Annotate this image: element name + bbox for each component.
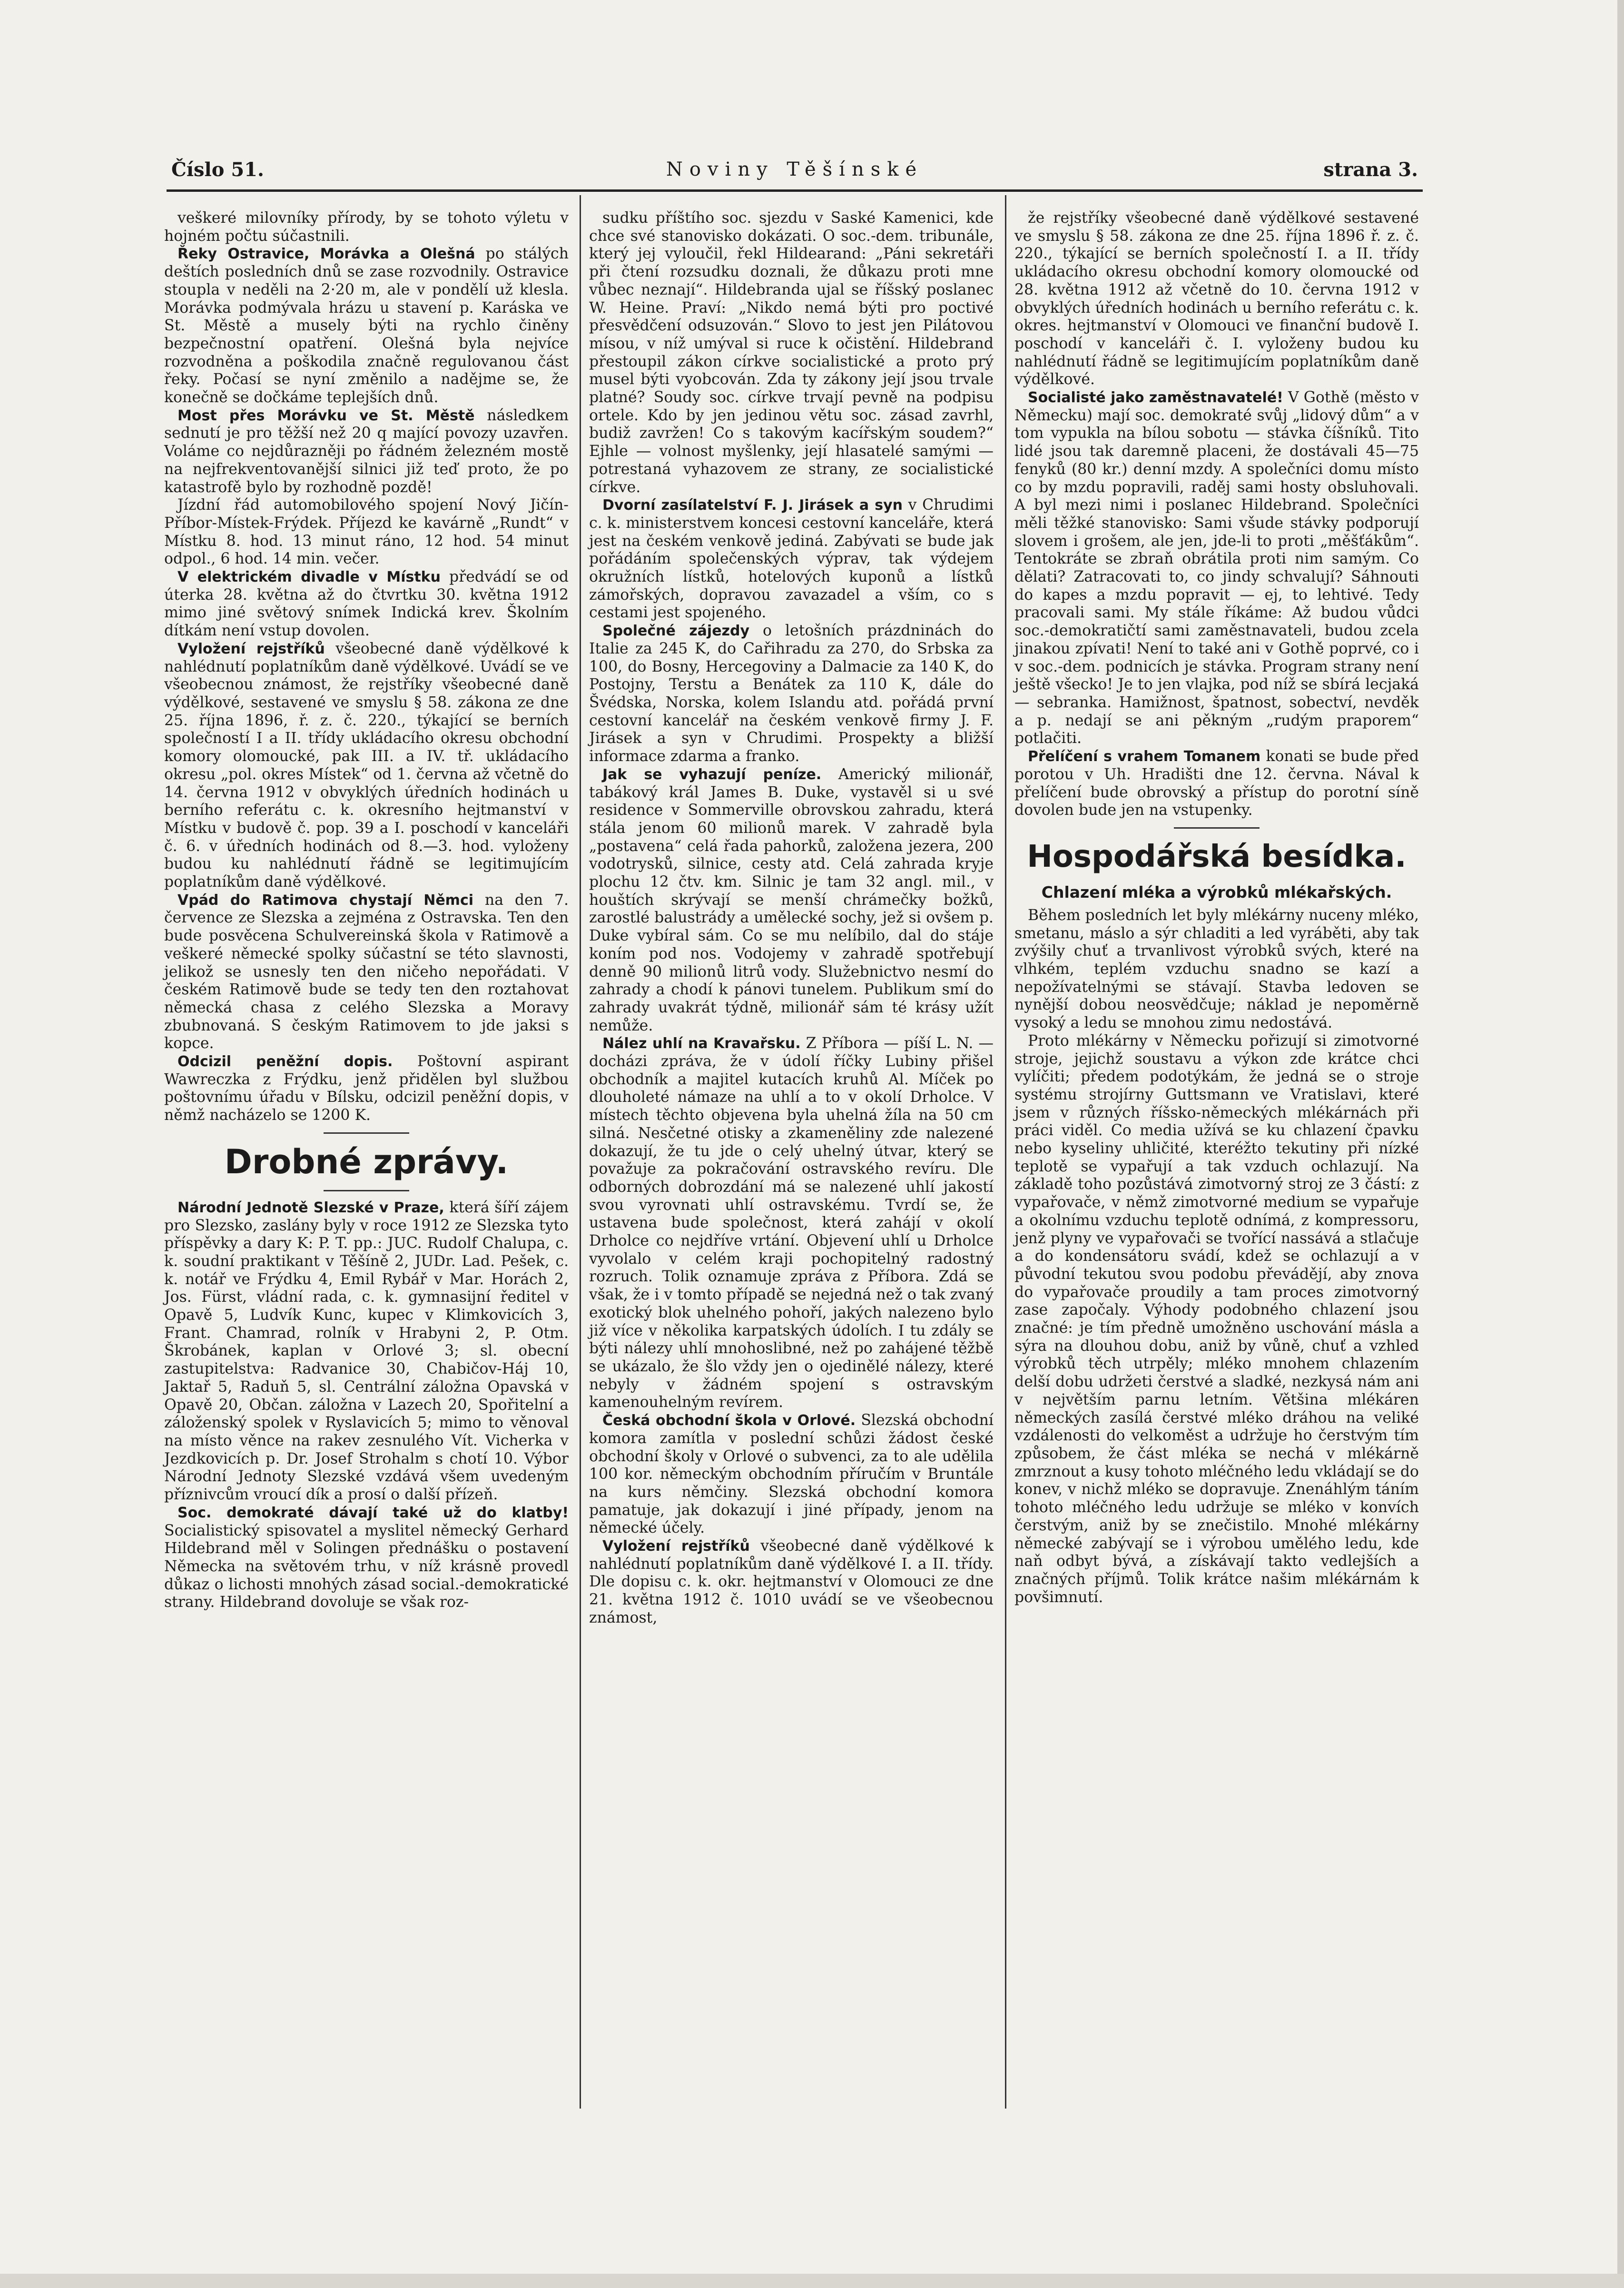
article-paragraph: Přelíčení s vrahem Tomanem konati se bude před porotou v Uh. Hradišti dne 12. června. Nával k přelíčení bude obrovský a přístup do porotní síně dovolen bude jen na vstupenky.	[1014, 748, 1419, 819]
article-lead: Přelíčení s vrahem Tomanem	[1028, 748, 1261, 765]
article-lead: Socialisté jako zaměstnavatelé!	[1028, 389, 1283, 406]
article-lead: Česká obchodní škola v Orlové.	[602, 1412, 856, 1429]
article-paragraph: Proto mlékárny v Německu pořizují si zimotvorné stroje, jejichž soustavu a výkon zde krátce chci vylíčiti; předem podotýkám, že jedná se o stroje systému strojírny Guttsmann ve Vratislavi, které jsem v různých říšsko-německých mlékárnách při práci viděl. Co media užívá se ku chlazení čpavku nebo kyseliny uhličité, kteréžto tekutiny při nízké teplotě se vypařují a tak vzduch ochlazují. Na základě toho pozůstává zimotvorný stroj ze 3 částí: z vypařovače, v němž zimotvorné medium se vypařuje a okolnímu vzduchu teplotě odnímá, z kompressoru, jenž plyny ve vypařovači se tvořící nassává a stlačuje a do kondensátoru svádí, kdež se ochlazují a v původní tekutou svou podobu převádějí, aby znova do vypařovače proudily a tam proces zimotvorný zase započaly. Výhody podobného chlazení jsou značné: je tím předně umožněno uschování másla a sýra na dlouhou dobu, aniž by vůně, chuť a vzhled výrobků těch utrpěly; mléko mnohem chlazením delší dobu udržeti čerstvé a sladké, nezkysá nám ani v největším parnu letním. Většina mlékáren německých zasílá čerstvé mléko dráhou na veliké vzdálenosti do velkoměst a udržuje ho čerstvým tím způsobem, že část mléka se nechá v mlékárně zmrznout a kusy tohoto mléčného ledu vkládají se do konev, v nichž mléko se dopravuje. Znenáhlým táním tohoto mléčného ledu udržuje se mléko v konvích čerstvým, aniž by se znečistilo. Mnohé mlékárny německé zabývají se i výrobou umělého ledu, kde naň odbyt bývá, a získávají takto vedlejších a značných příjmů. Tolik krátce našim mlékárnám k povšimnutí.	[1014, 1032, 1419, 1606]
article-paragraph: Most přes Morávku ve St. Městě následkem sednutí je pro těžší než 20 q mající povozy uzavřen. Voláme co nejdůrazněji po řádném železném mostě na nejfrekventovanější silnici již teď proto, že po katastrofě bylo by rozhodně pozdě!	[164, 406, 569, 496]
column-divider-1	[580, 195, 581, 2109]
issue-number: Číslo 51.	[171, 158, 264, 181]
col1-articles-top	[164, 209, 569, 1125]
article-paragraph: Socialisté jako zaměstnavatelé! V Gothě (město v Německu) mají soc. demokraté svůj „lidový dům“ a v tom vypukla na bílou sobotu — stávka číšníků. Tito lidé jsou tak daremně placeni, že dostávali 45—75 fenyků (80 kr.) denní mzdy. A společníci domu místo co by mzdu popravili, raděj sami hosty obsluhovali. A byl mezi nimi i poslanec Hildebrand. Společníci měli těžké stanovisko: Sami všude stávky podporují slovem i grošem, ale jen, jde-li to proti „měšťákům“. Tentokráte se zbraň obrátila proti nim samým. Co dělati? Zatracovati to, co jindy schvalují? Sáhnouti do kapes a mzdu popravit — ej, to lehtivé. Tedy pracovali sami. My stále říkáme: Až budou vůdci soc.-demokratičtí sami zaměstnavateli, budou zcela jinakou zpívati! Není to také ani v Gothě poprvé, co i v soc.-dem. podnicích je stávka. Program strany není ještě všecko! Je to jen vlajka, pod níž se sbírá lecjaká — sebranka. Hamižnost, špatnost, sobectví, nevděk a p. nedají se ani pěkným „rudým praporem“ potlačiti.	[1014, 389, 1419, 747]
section-divider	[1174, 827, 1260, 829]
article-lead: V elektrickém divadle v Místku	[177, 569, 441, 586]
section-heading-drobne-zpravy: Drobné zprávy.	[224, 1142, 509, 1181]
column-1	[164, 209, 569, 1612]
article-lead: Jak se vyhazují peníze.	[602, 766, 822, 783]
column-3	[1014, 209, 1419, 1606]
article-paragraph: Soc. demokraté dávají také už do klatby! Socialistický spisovatel a myslitel německý Gerhard Hildebrand měl v Solingen přednášku o postavení Německa na světovém trhu, v níž krásně provedl důkaz o lichosti mnohých zásad social.-demokratické strany. Hildebrand dovoluje se však roz-	[164, 1504, 569, 1611]
column-2	[589, 209, 994, 1627]
article-lead: Dvorní zasílatelství F. J. Jirásek a syn	[602, 497, 903, 514]
article-paragraph: Vyložení rejstříků všeobecné daně výdělkové k nahlédnutí poplatníkům daně výdělkové. Uvádí se ve všeobecnou známost, že rejstříky všeobecné daně výdělkové, sestavené ve smyslu § 58. zákona ze dne 25. října 1896, ř. z. č. 220., týkající se berních společností I a II. třídy ukládacího okresu obchodní komory olomoucké, pak III. a IV. tř. ukládacího okresu „pol. okres Místek“ od 1. června až včetně do 14. června 1912 v obvyklých úředních hodinách u berního referátu c. k. okresního hejtmanství v Místku v budově č. pop. 39 a I. poschodí v kanceláři č. 6. v úředních hodinách od 8.—3. hod. vyloženy budou ku nahlédnutí řádně se legitimujícím poplatníkům daně výdělkové.	[164, 640, 569, 891]
page-number: strana 3.	[1323, 158, 1418, 181]
article-lead: Národní Jednotě Slezské v Praze,	[177, 1199, 444, 1216]
article-paragraph: Jak se vyhazují peníze. Americký milionář, tabákový král James B. Duke, vystavěl si u své residence v Sommerville obrovskou zahradu, která stála jenom 60 milionů marek. V zahradě byla „postavena“ celá řada pahorků, založena jezera, 200 vodotrysků, silnice, cesty atd. Celá zahrada kryje plochu 12 čtv. km. Silnic je tam 32 angl. mil., v houštích skrývají se menší chrámečky božků, zarostlé balustrády a umělecké sochy, jež si ovšem p. Duke vybíral sám. Co se mu nelíbilo, dal do stáje koním pod nos. Vodojemy v zahradě spotřebují denně 90 milionů litrů vody. Služebnictvo nesmí do zahrady a chodí k pánovi tunelem. Publikum smí do zahrady uvakrát týdně, milionář sám té krásy užít nemůže.	[589, 765, 994, 1034]
header-rule	[167, 189, 1423, 192]
article-lead: Vpád do Ratimova chystají Němci	[177, 891, 474, 909]
article-lead: Řeky Ostravice, Morávka a Olešná	[177, 246, 475, 263]
col3-articles-bottom	[1014, 907, 1419, 1606]
page-bottom-edge	[0, 2274, 1624, 2288]
page-edge	[1617, 0, 1624, 2288]
article-lead: Společné zájezdy	[602, 623, 750, 640]
article-paragraph: V elektrickém divadle v Místku předvádí se od úterka 28. května až do čtvrtku 30. května 1912 mimo jiné světový snímek Indická krev. Školním dítkám není vstup dovolen.	[164, 568, 569, 640]
article-paragraph: Národní Jednotě Slezské v Praze, která šíří zájem pro Slezsko, zaslány byly v roce 1912 ze Slezska tyto příspěvky a dary K: P. T. pp.: JUC. Rudolf Chalupa, c. k. soudní praktikant v Těšíně 2, JUDr. Lad. Pešek, c. k. notář ve Frýdku 4, Emil Rybář v Mar. Horách 2, Jos. Fürst, vládní rada, c. k. gymnasijní ředitel v Opavě 5, Ludvík Kunc, kupec v Klimkovicích 3, Frant. Chamrad, rolník v Hrabyni 2, P. Otm. Škrobánek, kaplan v Orlové 3; sl. obecní zastupitelstva: Radvanice 30, Chabičov-Háj 10, Jaktař 5, Raduň 5, sl. Centrální záložna Opavská v Opavě 20, Občan. záložna v Lazech 20, Spořitelní a záloženský spolek v Ryslavicích 5; mimo to věnoval na místo věnce na rakev zesnulého Vít. Vicherka v Jezdkovicích p. Dr. Josef Strohalm s chotí 10. Výbor Národní Jednoty Slezské vzdává všem uvedeným příznivcům vroucí dík a prosí o další přízeň.	[164, 1198, 569, 1504]
article-paragraph: Nález uhlí na Kravařsku. Z Příbora — píší L. N. — docházi zpráva, že v údolí říčky Lubiny přišel obchodník a majitel kutacích kruhů Al. Míček po dlouholeté námaze na uhlí a to v okolí Drholce. V místech těchto objevena byla uhelná žíla na 50 cm silná. Nesčetné otisky a zkameněliny zde nalezené dokazují, že tu jde o celý uhelný útvar, který se považuje za pokračování ostravského revíru. Dle odborných dobrozdání má se nalezené uhlí jakostí svou vyrovnati uhlí ostravskému. Tvrdí se, že ustavena bude společnost, která zahájí v okolí Drholce co nejdříve vrtání. Objevení uhlí u Drholce vyvolalo v celém kraji pochopitelný radostný rozruch. Tolik oznamuje zpráva z Příbora. Zdá se však, že i v tomto případě se nejedná než o tak zvaný exotický blok uhelného pohoří, jakých nalezeno bylo již více v několika karpatských údolích. I tu zdály se býti nálezy uhlí mnohoslibné, než po zahájené těžbě se ukázalo, že šlo vždy jen o ojedinělé nálezy, které nebyly v žádném spojení s ostravským kamenouhelným revírem.	[589, 1035, 994, 1411]
article-lead: Vyložení rejstříků	[602, 1538, 750, 1555]
article-paragraph: Dvorní zasílatelství F. J. Jirásek a syn v Chrudimi c. k. ministerstvem koncesi cestovní kanceláře, která jest na českém venkově jediná. Zabývati se bude jak pořádáním společenských výprav, tak výdejem okružních lístků, hotelových kuponů a lístků zámořských, dopravou zavazadel a vším, co s cestami jest spojeného.	[589, 496, 994, 622]
article-lead: Odcizil peněžní dopis.	[177, 1053, 393, 1070]
page-header	[171, 158, 1418, 187]
col2-articles	[589, 209, 994, 1627]
article-paragraph: že rejstříky všeobecné daně výdělkové sestavené ve smyslu § 58. zákona ze dne 25. října 1896 ř. z. č. 220., týkající se berních společností I. a II. třídy ukládacího okresu obchodní komory olomoucké od 28. května 1912 až včetně do 10. června 1912 v obvyklých úředních hodinách u berního referátu c. k. okres. hejtmanství v Olomouci ve finanční budově I. poschodí v kanceláři č. I. vyloženy budou ku nahlédnutí řádně se legitimujícím poplatníkům daně výdělkové.	[1014, 209, 1419, 388]
article-paragraph: Společné zájezdy o letošních prázdninách do Italie za 245 K, do Cařihradu za 270, do Srbska za 100, do Bosny, Hercegoviny a Dalmacie za 140 K, do Postojny, Terstu a Benátek za 110 K, dále do Švédska, Norska, kolem Islandu atd. pořádá první cestovní kancelář na českém venkově firmy J. F. Jirásek a syn v Chrudimi. Prospekty a bližší informace zdarma a franko.	[589, 622, 994, 765]
article-lead: Most přes Morávku ve St. Městě	[177, 407, 475, 424]
article-paragraph: Odcizil peněžní dopis. Poštovní aspirant Wawreczka z Frýdku, jenž přidělen byl službou poštovnímu úřadu v Bílsku, odcizil peněžní dopis, v němž nacházelo se 1200 K.	[164, 1053, 569, 1124]
col1-articles-bottom	[164, 1199, 569, 1612]
article-paragraph: Vyložení rejstříků všeobecné daně výdělkové k nahlédnutí poplatníkům daně výdělkové I. a II. třídy. Dle dopisu c. k. okr. hejtmanství v Olomouci ze dne 21. května 1912 č. 1010 uvádí se ve všeobecnou známost,	[589, 1537, 994, 1626]
section-heading-hospodarska-besidka: Hospodářská besídka.	[1027, 839, 1407, 874]
article-paragraph: Řeky Ostravice, Morávka a Olešná po stálých deštích posledních dnů se zase rozvodnily. Ostravice stoupla v neděli na 2·20 m, ale v pondělí už klesla. Morávka podmývala hrázu u stavení p. Karáska ve St. Městě a musely býti na rychlo činěny bezpečnostní opatření. Olešná byla nejvíce rozvodněna a poškodila značně regulovanou část řeky. Počasí se nyní změnilo a nadějme se, že konečně se dočkáme teplejších dnů.	[164, 245, 569, 406]
article-lead: Soc. demokraté dávají také už do klatby!	[177, 1504, 569, 1521]
article-lead: Vyložení rejstříků	[177, 640, 325, 657]
article-paragraph: Česká obchodní škola v Orlové. Slezská obchodní komora zamítla v poslední schůzi žádost české obchodní školy v Orlové o subvenci, za to ale udělila 100 kor. německým obchodním příručím v Bruntále na kurs němčiny. Slezská obchodní komora pamatuje, jak dokazují i jiné případy, jenom na německé účely.	[589, 1412, 994, 1537]
article-title-chlazeni-mleka: Chlazení mléka a výrobků mlékařských.	[1041, 882, 1392, 901]
section-divider	[324, 1190, 409, 1191]
article-paragraph: Jízdní řád automobilového spojení Nový Jičín-Příbor-Místek-Frýdek. Příjezd ke kavárně „Rundt“ v Místku 8. hod. 13 minut ráno, 12 hod. 54 minut odpol., 6 hod. 14 min. večer.	[164, 496, 569, 568]
column-divider-2	[1005, 195, 1006, 2109]
newspaper-title: Noviny Těšínské	[666, 158, 924, 180]
section-divider	[324, 1132, 409, 1134]
article-paragraph: veškeré milovníky přírody, by se tohoto výletu v hojném počtu súčastnili.	[164, 209, 569, 245]
article-lead: Nález uhlí na Kravařsku.	[602, 1035, 801, 1052]
col3-articles-top	[1014, 209, 1419, 820]
article-paragraph: sudku příštího soc. sjezdu v Saské Kamenici, kde chce své stanovisko dokázati. O soc.-dem. tribunále, který jej vyloučil, řekl Hildearand: „Páni sekretáři při čtení rozsudku doznali, že důkazu proti mne vůbec neznají“. Hildebranda ujal se říšský poslanec W. Heine. Praví: „Nikdo nemá býti pro poctivé přesvědčení odsuzován.“ Slovo to jest jen Pilátovou mísou, v níž umýval si ruce k očistění. Hildebrand přestoupil zákon církve socialistické a proto prý musel býti vyobcován. Zda ty zákony její jsou trvale platné? Soudy soc. církve trvají pevně na podpisu ortele. Kdo by jen jedinou větu soc. zásad zavrhl, budiž zavržen! Co s takovým kacířským soudem?“ Ejhle — volnost myšlenky, její hlasatelé samými — potrestaná vyhazovem ze strany, ze socialistické církve.	[589, 209, 994, 496]
article-paragraph: Během posledních let byly mlékárny nuceny mléko, smetanu, máslo a sýr chladiti a led vyráběti, aby tak zvýšily chuť a trvanlivost výrobků svých, které na vlhkém, teplém vzduchu snadno se kazí a nepožívatelnými se stávají. Stavba ledoven se nynější dobou neosvědčuje; náklad je nepoměrně vysoký a ledu se mnohou zimu nedostává.	[1014, 906, 1419, 1032]
article-paragraph: Vpád do Ratimova chystají Němci na den 7. července ze Slezska a zejména z Ostravska. Ten den bude posvěcena Schulvereinská škola v Ratimově a veškeré německé spolky súčastní se této slavnosti, jelikož se usnesly ten den ničeho nepořádati. V českém Ratimově bude se tedy ten den roztahovat německá chasa z celého Slezska a Moravy zbubnovaná. S českým Ratimovem to jde jaksi s kopce.	[164, 891, 569, 1052]
